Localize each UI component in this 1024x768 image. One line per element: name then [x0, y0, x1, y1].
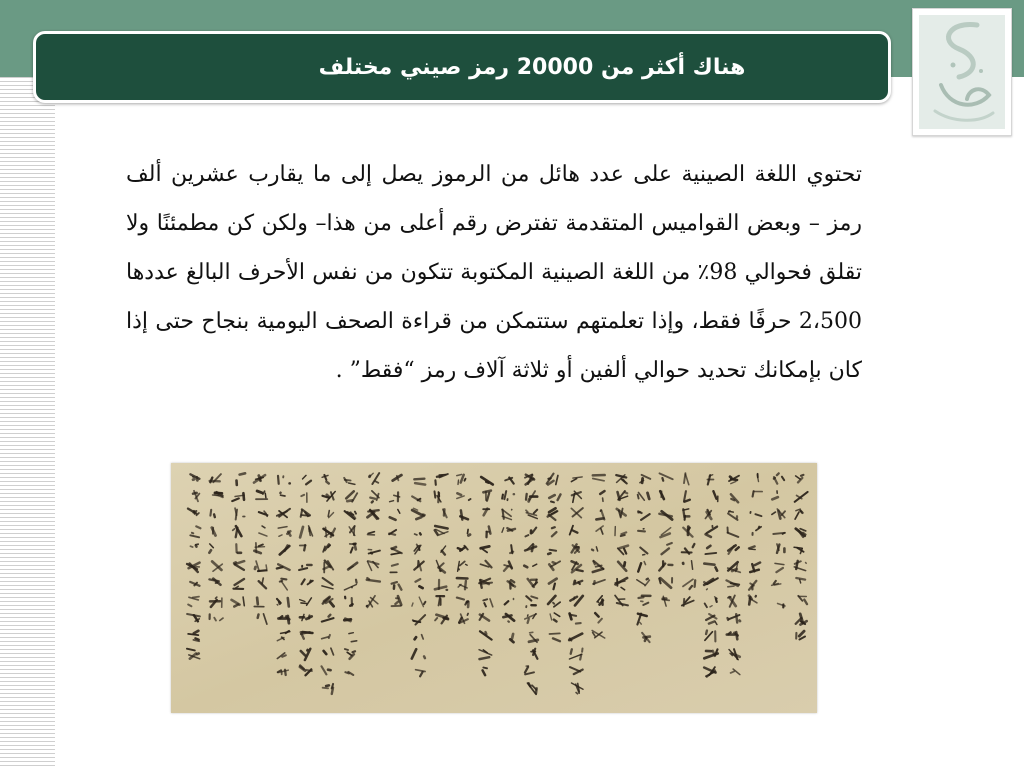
body-paragraph: تحتوي اللغة الصينية على عدد هائل من الرموز يصل إلى ما يقارب عشرين ألف رمز – وبعض القواميس المتقدمة تفترض رقم أعلى من هذا– ولكن كن مطمئنًا ولا تقلق فحوالي 98٪ من اللغة الصينية المكتوبة تتكون من نفس الأحرف البالغ عددها 2،500 حرفًا فقط، وإذا تعلمتهم ستتمكن من قراءة الصحف اليومية بنجاح حتى إذا كان بإمكانك تحديد حوالي ألفين أو ثلاثة آلاف رمز “فقط” . [126, 162, 862, 383]
slide-title: هناك أكثر من 20000 رمز صيني مختلف [318, 54, 746, 80]
logo [919, 15, 1005, 129]
manuscript-calligraphy-icon [171, 463, 817, 713]
chinese-manuscript-image [171, 463, 817, 713]
logo-tile [912, 8, 1012, 136]
title-bar [33, 31, 891, 103]
calligraphy-logo-icon [919, 15, 1005, 129]
left-stripe-decoration [0, 77, 55, 768]
